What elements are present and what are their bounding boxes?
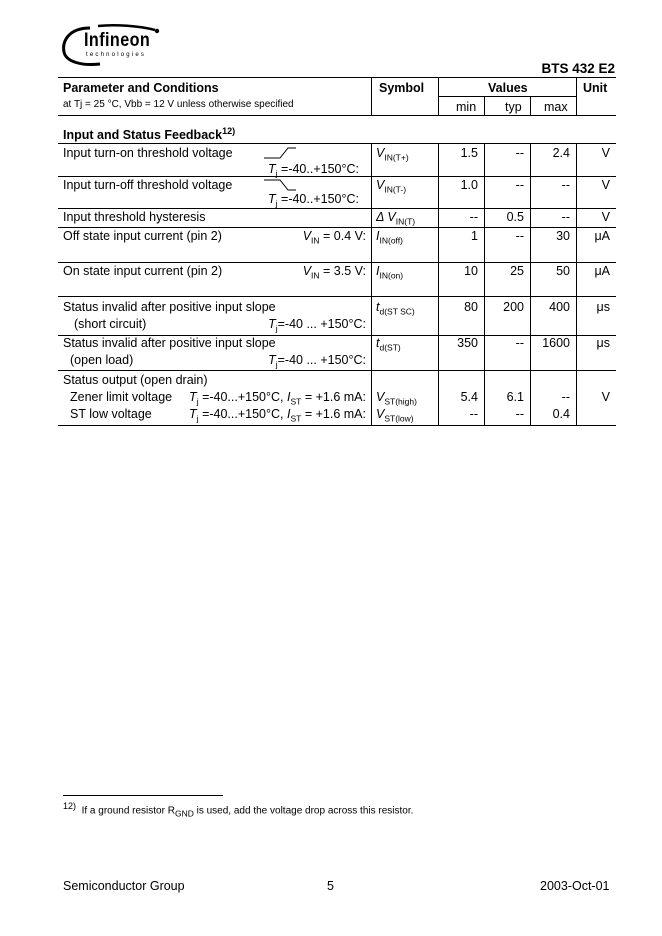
row-unit: μA: [594, 229, 610, 243]
logo-wordmark: Infineon: [84, 30, 151, 51]
col-divider: [576, 77, 577, 115]
page-number: 5: [327, 879, 334, 893]
row-symbol: $t_{d(ST)}$: [376, 336, 401, 353]
col-divider: [371, 77, 372, 115]
row-param: Input turn-off threshold voltage: [63, 178, 233, 192]
section-title: Input and Status Feedback$^{12)}$: [63, 126, 236, 143]
row-min: 5.4: [460, 390, 478, 404]
col-divider: [438, 77, 439, 115]
row-rule: [58, 370, 616, 371]
row-cond: $T_j =-40...+150^\circ C$, $I_{ST} = +1.6$ mA:: [189, 407, 366, 424]
row-min: 350: [457, 336, 478, 350]
unit-header: Unit: [583, 81, 608, 95]
row-symbol: $V_{ST(high)}$: [376, 390, 417, 407]
row-cond: $T_j=-40$ ... +150°C:: [268, 317, 366, 334]
row-cond: $T_j =-40...+150^\circ C$, $I_{ST} = +1.6$ mA:: [189, 390, 366, 407]
row-typ: --: [515, 146, 524, 160]
row-max: 50: [556, 264, 570, 278]
row-max: 0.4: [552, 407, 570, 421]
conditions-header: at Tj = 25 °C, Vbb = 12 V unless otherwise specified: [63, 99, 294, 110]
row-unit: V: [601, 390, 610, 404]
footer-left: Semiconductor Group: [63, 879, 185, 893]
section-rule: [58, 143, 616, 144]
row-symbol: $V_{IN(T+)}$: [376, 146, 409, 163]
row-symbol: $V_{IN(T-)}$: [376, 178, 407, 195]
row-typ: --: [515, 336, 524, 350]
row-rule: [58, 262, 616, 263]
values-header: Values: [488, 81, 528, 95]
row-typ: --: [515, 178, 524, 192]
row-param: Input turn-on threshold voltage: [63, 146, 233, 160]
row-typ: 25: [510, 264, 524, 278]
row-param-sub: (open load): [70, 353, 134, 367]
row-typ: 200: [503, 300, 524, 314]
row-min: --: [469, 407, 478, 421]
row-min: 1.5: [460, 146, 478, 160]
table-top-rule: [58, 77, 616, 78]
row-symbol: $I_{IN(on)}$: [376, 264, 404, 281]
row-rule: [58, 227, 616, 228]
row-typ: --: [515, 407, 524, 421]
row-max: 30: [556, 229, 570, 243]
logo-subtitle: technologies: [86, 52, 147, 58]
row-symbol: Δ $V_{IN(T)}$: [376, 210, 416, 227]
row-max: --: [561, 210, 570, 224]
col-divider: [371, 143, 372, 425]
row-cond: $V_{IN} = 0.4$ V:: [302, 229, 366, 246]
row-param: Status invalid after positive input slope: [63, 336, 276, 350]
row-min: 80: [464, 300, 478, 314]
row-param: On state input current (pin 2): [63, 264, 223, 278]
row-max: --: [561, 390, 570, 404]
row-unit: μs: [596, 300, 610, 314]
row-max: 1600: [542, 336, 570, 350]
values-sub-rule: [438, 96, 576, 97]
row-min: 1.0: [460, 178, 478, 192]
row-unit: μs: [596, 336, 610, 350]
row-symbol: $t_{d(ST SC)}$: [376, 300, 415, 317]
row-symbol: $V_{ST(low)}$: [376, 407, 414, 424]
table-bottom-rule: [58, 425, 616, 426]
row-cond: $T_j =-40..+150^\circ C$:: [268, 162, 359, 179]
row-param-sub: (short circuit): [74, 317, 147, 331]
footer-date: 2003-Oct-01: [540, 879, 610, 893]
part-number: BTS 432 E2: [541, 61, 615, 76]
row-param: Off state input current (pin 2): [63, 229, 222, 243]
footnote: $^{12)}$ If a ground resistor $R_{GND}$ is used, add the voltage drop across this resistor.: [63, 801, 414, 819]
row-max: 400: [549, 300, 570, 314]
row-typ: 6.1: [506, 390, 524, 404]
row-max: 2.4: [552, 146, 570, 160]
row-unit: V: [601, 146, 610, 160]
col-divider: [484, 96, 485, 115]
header-bottom-rule: [58, 115, 616, 116]
row-line2: ST low voltage: [70, 407, 152, 421]
typ-header: typ: [505, 100, 522, 114]
row-min: 1: [471, 229, 478, 243]
row-unit: V: [601, 210, 610, 224]
row-min: 10: [464, 264, 478, 278]
min-header: min: [456, 100, 477, 114]
row-line1: Zener limit voltage: [70, 390, 173, 404]
row-rule: [58, 296, 616, 297]
row-typ: 0.5: [506, 210, 524, 224]
row-param: Status output (open drain): [63, 373, 208, 387]
footnote-rule: [63, 795, 223, 796]
row-unit: V: [601, 178, 610, 192]
row-param: Input threshold hysteresis: [63, 210, 206, 224]
row-min: --: [469, 210, 478, 224]
row-max: --: [561, 178, 570, 192]
falling-edge-icon: [262, 178, 298, 192]
row-typ: --: [515, 229, 524, 243]
row-cond: $T_j =-40..+150^\circ C$:: [268, 192, 359, 209]
row-unit: μA: [594, 264, 610, 278]
row-param: Status invalid after positive input slope: [63, 300, 276, 314]
param-header: Parameter and Conditions: [63, 81, 219, 95]
row-cond: $V_{IN} = 3.5$ V:: [302, 264, 366, 281]
symbol-header: Symbol: [379, 81, 425, 95]
row-cond: $T_j=-40$ ... +150°C:: [268, 353, 366, 370]
max-header: max: [544, 100, 568, 114]
col-divider: [530, 96, 531, 115]
row-symbol: $I_{IN(off)}$: [376, 229, 403, 246]
rising-edge-icon: [262, 146, 298, 160]
